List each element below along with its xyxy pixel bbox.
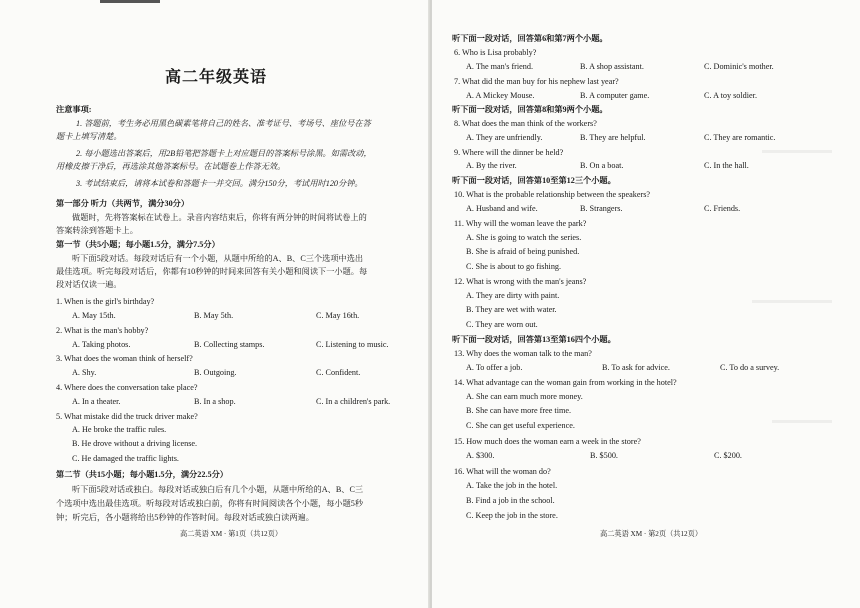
part1-intro: 做题时，先将答案标在试卷上。录音内容结束后，你将有两分钟的时间将试卷上的 xyxy=(72,213,367,222)
q8-option-b: B. They are helpful. xyxy=(580,133,646,142)
q1-option-c: C. May 16th. xyxy=(316,311,360,320)
notice-item: 用橡皮擦干净后，再选涂其他答案标号。在试题卷上作答无效。 xyxy=(56,162,286,171)
q7-option-c: C. A toy soldier. xyxy=(704,91,757,100)
question-10: 10. What is the probable relationship between the speakers? xyxy=(454,190,651,199)
notice-heading: 注意事项: xyxy=(56,105,92,114)
q9-option-c: C. In the hall. xyxy=(704,161,749,170)
section1-intro: 段对话仅读一遍。 xyxy=(56,280,122,289)
notice-item: 3. 考试结束后，请将本试卷和答题卡一并交回。满分150分，考试用时120分钟。 xyxy=(76,179,363,188)
section1-intro: 听下面5段对话。每段对话后有一个小题，从题中所给的A、B、C三个选项中选出 xyxy=(72,254,364,263)
question-15: 15. How much does the woman earn a week in the store? xyxy=(454,437,641,446)
instruction-6-7: 听下面一段对话，回答第6和第7两个小题。 xyxy=(452,34,608,43)
q3-option-b: B. Outgoing. xyxy=(194,368,237,377)
q11-option-b: B. She is afraid of being punished. xyxy=(466,247,580,256)
section2-intro: 个选项中选出最佳选项。听每段对话或独白前，你将有时间阅读各个小题，每小题5秒 xyxy=(56,499,364,508)
q4-option-a: A. In a theater. xyxy=(72,397,121,406)
question-9: 9. Where will the dinner be held? xyxy=(454,148,564,157)
q4-option-c: C. In a children's park. xyxy=(316,397,391,406)
q3-option-c: C. Confident. xyxy=(316,368,361,377)
q4-option-b: B. In a shop. xyxy=(194,397,236,406)
section2-heading: 第二节（共15小题；每小题1.5分，满分22.5分） xyxy=(56,470,228,479)
q15-option-a: A. $300. xyxy=(466,451,495,460)
instruction-10-12: 听下面一段对话，回答第10至第12三个小题。 xyxy=(452,176,616,185)
question-14: 14. What advantage can the woman gain from working in the hotel? xyxy=(454,378,677,387)
q13-option-b: B. To ask for advice. xyxy=(602,363,670,372)
question-1: 1. When is the girl's birthday? xyxy=(56,297,155,306)
q16-option-c: C. Keep the job in the store. xyxy=(466,511,558,520)
q5-option-c: C. He damaged the traffic lights. xyxy=(72,454,179,463)
question-8: 8. What does the man think of the workers? xyxy=(454,119,597,128)
page-footer: 高二英语 XM · 第1页（共12页） xyxy=(180,530,283,538)
question-13: 13. Why does the woman talk to the man? xyxy=(454,349,592,358)
part1-heading: 第一部分 听力（共两节，满分30分） xyxy=(56,199,190,208)
part1-intro: 答案转涂到答题卡上。 xyxy=(56,226,138,235)
page-2 xyxy=(432,0,860,608)
question-5: 5. What mistake did the truck driver make? xyxy=(56,412,198,421)
q7-option-a: A. A Mickey Mouse. xyxy=(466,91,535,100)
notice-item: 题卡上填写清楚。 xyxy=(56,132,122,141)
q5-option-b: B. He drove without a driving license. xyxy=(72,439,198,448)
q10-option-c: C. Friends. xyxy=(704,204,741,213)
bleed-through xyxy=(772,420,832,423)
q12-option-b: B. They are wet with water. xyxy=(466,305,557,314)
question-16: 16. What will the woman do? xyxy=(454,467,551,476)
q8-option-c: C. They are romantic. xyxy=(704,133,776,142)
bleed-through xyxy=(762,150,832,153)
q12-option-c: C. They are worn out. xyxy=(466,320,538,329)
section1-heading: 第一节（共5小题；每小题1.5分，满分7.5分） xyxy=(56,240,220,249)
instruction-13-16: 听下面一段对话，回答第13至第16四个小题。 xyxy=(452,335,616,344)
section2-intro: 听下面5段对话或独白。每段对话或独白后有几个小题，从题中所给的A、B、C三 xyxy=(72,485,364,494)
q15-option-b: B. $500. xyxy=(590,451,618,460)
q14-option-a: A. She can earn much more money. xyxy=(466,392,583,401)
q2-option-c: C. Listening to music. xyxy=(316,340,389,349)
q14-option-b: B. She can have more free time. xyxy=(466,406,572,415)
q6-option-b: B. A shop assistant. xyxy=(580,62,644,71)
section2-intro: 钟；听完后，各小题将给出5秒钟的作答时间。每段对话或独白读两遍。 xyxy=(56,513,314,522)
q12-option-a: A. They are dirty with paint. xyxy=(466,291,560,300)
q6-option-c: C. Dominic's mother. xyxy=(704,62,774,71)
q14-option-c: C. She can get useful experience. xyxy=(466,421,575,430)
notice-item: 2. 每小题选出答案后，用2B铅笔把答题卡上对应题目的答案标号涂黑。如需改动， xyxy=(76,149,372,158)
bleed-through xyxy=(752,300,832,303)
q10-option-b: B. Strangers. xyxy=(580,204,623,213)
question-4: 4. Where does the conversation take place? xyxy=(56,383,198,392)
q13-option-c: C. To do a survey. xyxy=(720,363,780,372)
q8-option-a: A. They are unfriendly. xyxy=(466,133,543,142)
question-6: 6. Who is Lisa probably? xyxy=(454,48,537,57)
q16-option-b: B. Find a job in the school. xyxy=(466,496,555,505)
instruction-8-9: 听下面一段对话，回答第8和第9两个小题。 xyxy=(452,105,608,114)
q13-option-a: A. To offer a job. xyxy=(466,363,523,372)
q15-option-c: C. $200. xyxy=(714,451,742,460)
binding-mark xyxy=(100,0,160,3)
q9-option-a: A. By the river. xyxy=(466,161,517,170)
q11-option-a: A. She is going to watch the series. xyxy=(466,233,582,242)
q5-option-a: A. He broke the traffic rules. xyxy=(72,425,167,434)
q9-option-b: B. On a boat. xyxy=(580,161,624,170)
q11-option-c: C. She is about to go fishing. xyxy=(466,262,562,271)
exam-title: 高二年级英语 xyxy=(164,69,267,86)
q2-option-b: B. Collecting stamps. xyxy=(194,340,265,349)
q10-option-a: A. Husband and wife. xyxy=(466,204,538,213)
notice-item: 1. 答题前，考生务必用黑色碳素笔将自己的姓名、准考证号、考场号、座位号在答 xyxy=(76,119,371,128)
q16-option-a: A. Take the job in the hotel. xyxy=(466,481,558,490)
q1-option-b: B. May 5th. xyxy=(194,311,234,320)
question-3: 3. What does the woman think of herself? xyxy=(56,354,193,363)
question-2: 2. What is the man's hobby? xyxy=(56,326,149,335)
q7-option-b: B. A computer game. xyxy=(580,91,650,100)
question-11: 11. Why will the woman leave the park? xyxy=(454,219,587,228)
section1-intro: 最佳选项。听完每段对话后，你都有10秒钟的时间来回答有关小题和阅读下一小题。每 xyxy=(56,267,368,276)
q1-option-a: A. May 15th. xyxy=(72,311,116,320)
q6-option-a: A. The man's friend. xyxy=(466,62,534,71)
q3-option-a: A. Shy. xyxy=(72,368,97,377)
question-7: 7. What did the man buy for his nephew last year? xyxy=(454,77,619,86)
question-12: 12. What is wrong with the man's jeans? xyxy=(454,277,587,286)
page-footer: 高二英语 XM · 第2页（共12页） xyxy=(600,530,703,538)
q2-option-a: A. Taking photos. xyxy=(72,340,131,349)
